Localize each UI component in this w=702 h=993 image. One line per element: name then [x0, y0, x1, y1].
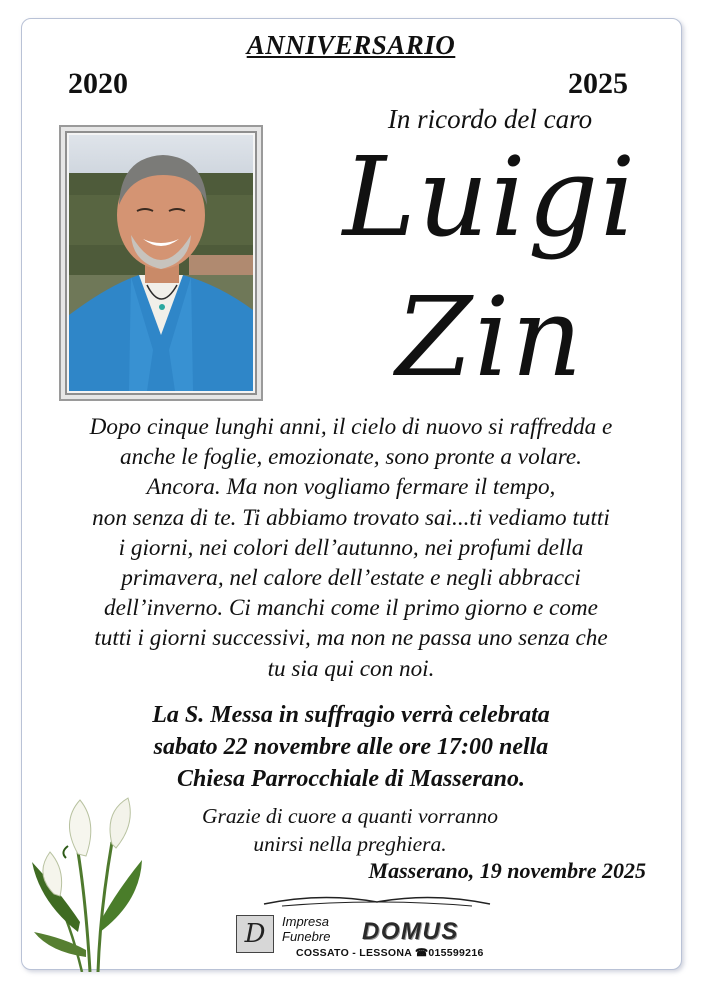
- poem-line: Dopo cinque lunghi anni, il cielo di nuovo si raffredda e: [89, 414, 613, 440]
- impresa-line: Funebre: [282, 929, 331, 944]
- thanks-line: Grazie di cuore a quanti vorranno: [201, 804, 498, 828]
- mass-line: sabato 22 novembre alle ore 17:00 nella: [153, 734, 549, 760]
- year-end: 2025: [568, 67, 628, 100]
- first-name: Luigi: [342, 133, 638, 261]
- domus-logo-icon: D: [236, 915, 274, 953]
- poem-line: tu sia qui con noi.: [267, 655, 435, 682]
- thanks-note: [150, 802, 550, 858]
- poem-line: dell’inverno. Ci manchi come il primo giorno e come: [104, 595, 598, 622]
- place-date: Masserano, 19 novembre 2025: [368, 858, 646, 883]
- year-start: 2020: [68, 67, 128, 100]
- mass-announcement: [40, 699, 662, 795]
- poem-line: non senza di te. Ti abbiamo trovato sai...ti vediamo tutti: [92, 504, 610, 531]
- portrait-frame: [59, 125, 263, 401]
- portrait-photo: [69, 135, 253, 391]
- ornamental-divider: [262, 894, 492, 910]
- poem-line: tutti i giorni successivi, ma non ne passa uno senza che: [94, 625, 608, 652]
- funeral-home-brand: DOMUS: [362, 918, 459, 945]
- memorial-poem: [40, 412, 662, 684]
- calla-lily-icon: [20, 782, 150, 972]
- last-name: Zin: [395, 273, 585, 401]
- mass-line: Chiesa Parrocchiale di Masserano.: [176, 766, 526, 792]
- impresa-line: Impresa: [282, 914, 329, 929]
- poem-line: anche le foglie, emozionate, sono pronte a volare.: [120, 444, 582, 471]
- mass-line: La S. Messa in suffragio verrà celebrata: [152, 702, 550, 728]
- memorial-intro: In ricordo del caro: [387, 104, 593, 134]
- funeral-home-contact: COSSATO - LESSONA ☎015599216: [296, 947, 484, 959]
- poem-line: Ancora. Ma non vogliamo fermare il tempo,: [146, 474, 556, 501]
- funeral-home-label: [282, 914, 330, 944]
- poem-line: primavera, nel calore dell’estate e negli abbracci: [121, 565, 581, 592]
- anniversary-title: ANNIVERSARIO: [246, 30, 456, 60]
- thanks-line: unirsi nella preghiera.: [253, 832, 447, 856]
- poem-line: i giorni, nei colori dell’autunno, nei profumi della: [118, 534, 584, 561]
